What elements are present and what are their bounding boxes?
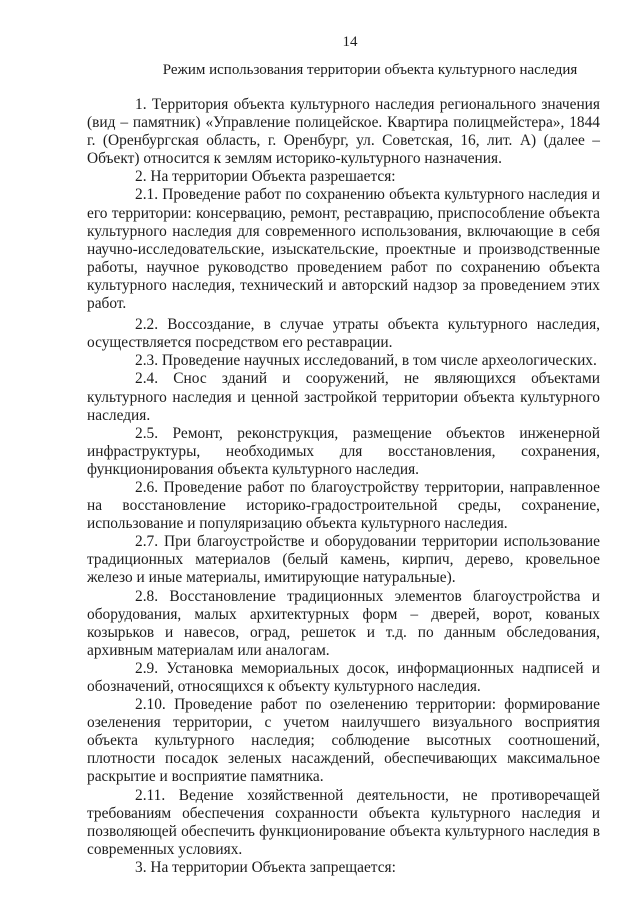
paragraph-2-1: 2.1. Проведение работ по сохранению объекта культурного наследия и его территории: консервацию, ремонт, реставрацию, приспособление объекта культурного наследия для современного использования, включающие в себя научно-исследовательские, изыскательские, проектные и производственные работы, научное руководство проведением работ по сохранению объекта культурного наследия, технический и авторский надзор за проведением этих работ.: [87, 186, 600, 313]
paragraph-2-2: 2.2. Воссоздание, в случае утраты объекта культурного наследия, осуществляется посредством его реставрации.: [87, 316, 600, 352]
document-title: Режим использования территории объекта культурного наследия: [162, 62, 578, 78]
document-body: [87, 96, 600, 877]
paragraph-1: 1. Территория объекта культурного наследия регионального значения (вид – памятник) «Управление полицейское. Квартира полицмейстера», 1844 г. (Оренбургская область, г. Оренбург, ул. Советская, 16, лит. А) (далее – Объект) относится к землям историко-культурного назначения.: [87, 96, 600, 168]
paragraph-2-9: 2.9. Установка мемориальных досок, информационных надписей и обозначений, относящихся к объекту культурного наследия.: [87, 659, 600, 695]
page-number: 14: [342, 34, 358, 50]
paragraph-2-4: 2.4. Снос зданий и сооружений, не являющихся объектами культурного наследия и ценной застройкой территории объекта культурного наследия.: [87, 370, 600, 424]
paragraph-2-7: 2.7. При благоустройстве и оборудовании территории использование традиционных материалов (белый камень, кирпич, дерево, кровельное железо и иные материалы, имитирующие натуральные).: [87, 533, 600, 587]
paragraph-2: 2. На территории Объекта разрешается:: [135, 168, 396, 186]
paragraph-2-6: 2.6. Проведение работ по благоустройству территории, направленное на восстановление историко-градостроительной среды, сохранение, использование и популяризацию объекта культурного наследия.: [87, 478, 600, 533]
paragraph-2-10: 2.10. Проведение работ по озеленению территории: формирование озеленения территории, с учетом наилучшего визуального восприятия объекта культурного наследия; соблюдение высотных соотношений, плотности посадок зеленых насаждений, обеспечивающих максимальное раскрытие и восприятие памятника.: [87, 696, 600, 786]
paragraph-2-8: 2.8. Восстановление традиционных элементов благоустройства и оборудования, малых архитектурных форм – дверей, ворот, кованых козырьков и навесов, оград, решеток и т.д. по данным обследования, архивным материалам или аналогам.: [87, 587, 600, 659]
paragraph-3: 3. На территории Объекта запрещается:: [135, 858, 396, 876]
paragraph-2-3: 2.3. Проведение научных исследований, в том числе археологических.: [135, 352, 597, 370]
paragraph-2-11: 2.11. Ведение хозяйственной деятельности, не противоречащей требованиям обеспечения сохранности объекта культурного наследия и позволяющей обеспечить функционирование объекта культурного наследия в современных условиях.: [87, 786, 600, 858]
paragraph-2-5: 2.5. Ремонт, реконструкция, размещение объектов инженерной инфраструктуры, необходимых для восстановления, сохранения, функционирования объекта культурного наследия.: [87, 424, 600, 478]
